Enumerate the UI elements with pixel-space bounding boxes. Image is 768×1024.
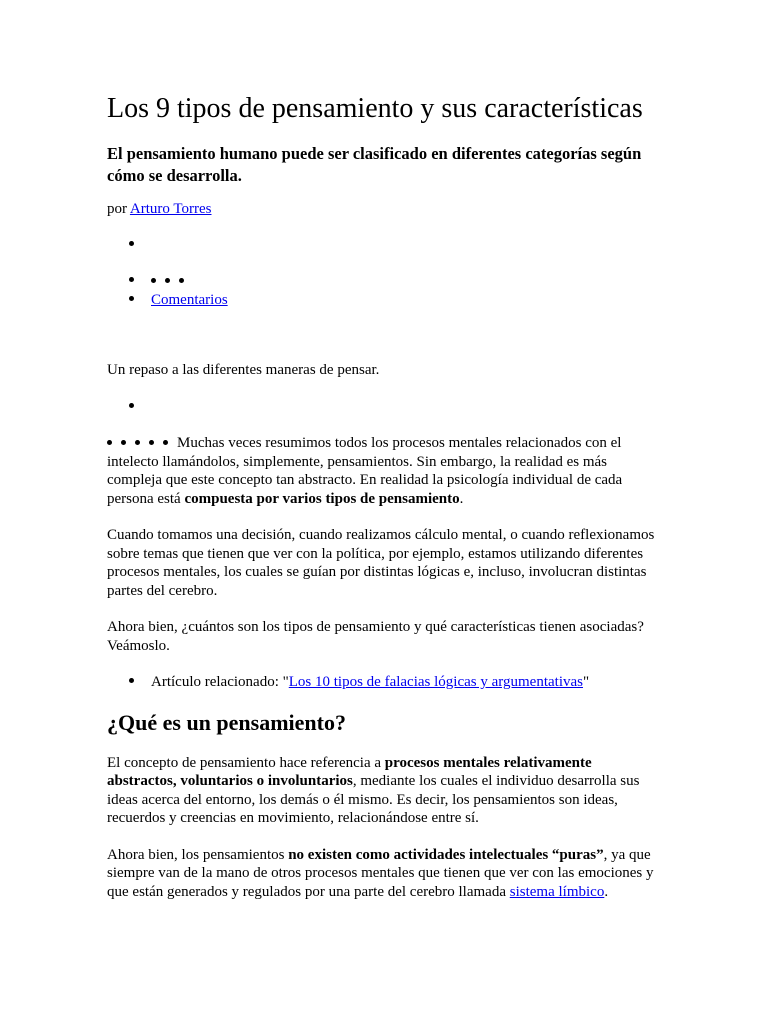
more-dots-icon[interactable] [151,272,193,291]
paragraph-2: Cuando tomamos una decisión, cuando realizamos cálculo mental, o cuando reflexionamos sobre temas que tienen que ver con la política, por ejemplo, estamos utilizando diferentes procesos mentales, los cuales se guían por distintas lógicas e, incluso, involucran distintas partes del cerebro. [107,527,655,599]
share-item-more[interactable] [107,272,662,291]
related-article-item: Artículo relacionado: "Los 10 tipos de falacias lógicas y argumentativas" [107,673,662,692]
emphasis: procesos mentales relativamente abstractos, voluntarios o involuntarios [107,754,592,789]
comments-link[interactable]: Comentarios [151,291,228,308]
share-item-comments [107,291,662,310]
media-item-empty [107,398,662,417]
section-heading: ¿Qué es un pensamiento? [107,709,346,735]
paragraph-3: Ahora bien, ¿cuántos son los tipos de pensamiento y qué características tienen asociadas? Veámoslo. [107,619,644,654]
author-link[interactable]: Arturo Torres [129,201,212,217]
article-subtitle: El pensamiento humano puede ser clasificado en diferentes categorías según cómo se desarrolla. [107,144,642,185]
byline-prefix: por [107,201,130,217]
byline [107,200,662,219]
article-title: Los 9 tipos de pensamiento y sus características [107,93,643,124]
paragraph-4: El concepto de pensamiento hace referencia a procesos mentales relativamente abstractos, voluntarios o involuntarios, mediante los cuales el individuo desarrolla sus ideas acerca del entorno, los demás o él mismo. Es decir, los pensamientos son ideas, recuerdos y creencias en movimiento, relacionándose entre sí. [107,754,640,826]
paragraph-1: Muchas veces resumimos todos los procesos mentales relacionados con el intelecto llamándolos, simplemente, pensamientos. Sin embargo, la realidad es más compleja que este concepto tan abstracto. En realidad la psicología individual de cada persona está compuesta por varios tipos de pensamiento. [107,435,623,507]
bullet-icon [129,296,134,301]
emphasis: compuesta por varios tipos de pensamiento [184,490,460,507]
bullet-icon [129,678,134,683]
bullet-icon [129,241,134,246]
share-list [107,236,662,310]
emphasis: no existen como actividades intelectuales “puras” [288,846,604,863]
paragraph-5: Ahora bien, los pensamientos no existen como actividades intelectuales “puras”, ya que siempre van de la mano de otros procesos mentales que tienen que ver con las emociones y que están generados y regulados por una parte del cerebro llamada sistema límbico. [107,846,654,900]
article [107,92,662,919]
related-article-link[interactable]: Los 10 tipos de falacias lógicas y argumentativas [288,674,583,690]
gallery-dots-icon[interactable] [107,435,177,451]
limbic-system-link[interactable]: sistema límbico [509,883,605,900]
intro-text: Un repaso a las diferentes maneras de pensar. [107,362,380,378]
bullet-icon [129,277,134,282]
share-item-empty [107,236,662,255]
bullet-icon [129,403,134,408]
